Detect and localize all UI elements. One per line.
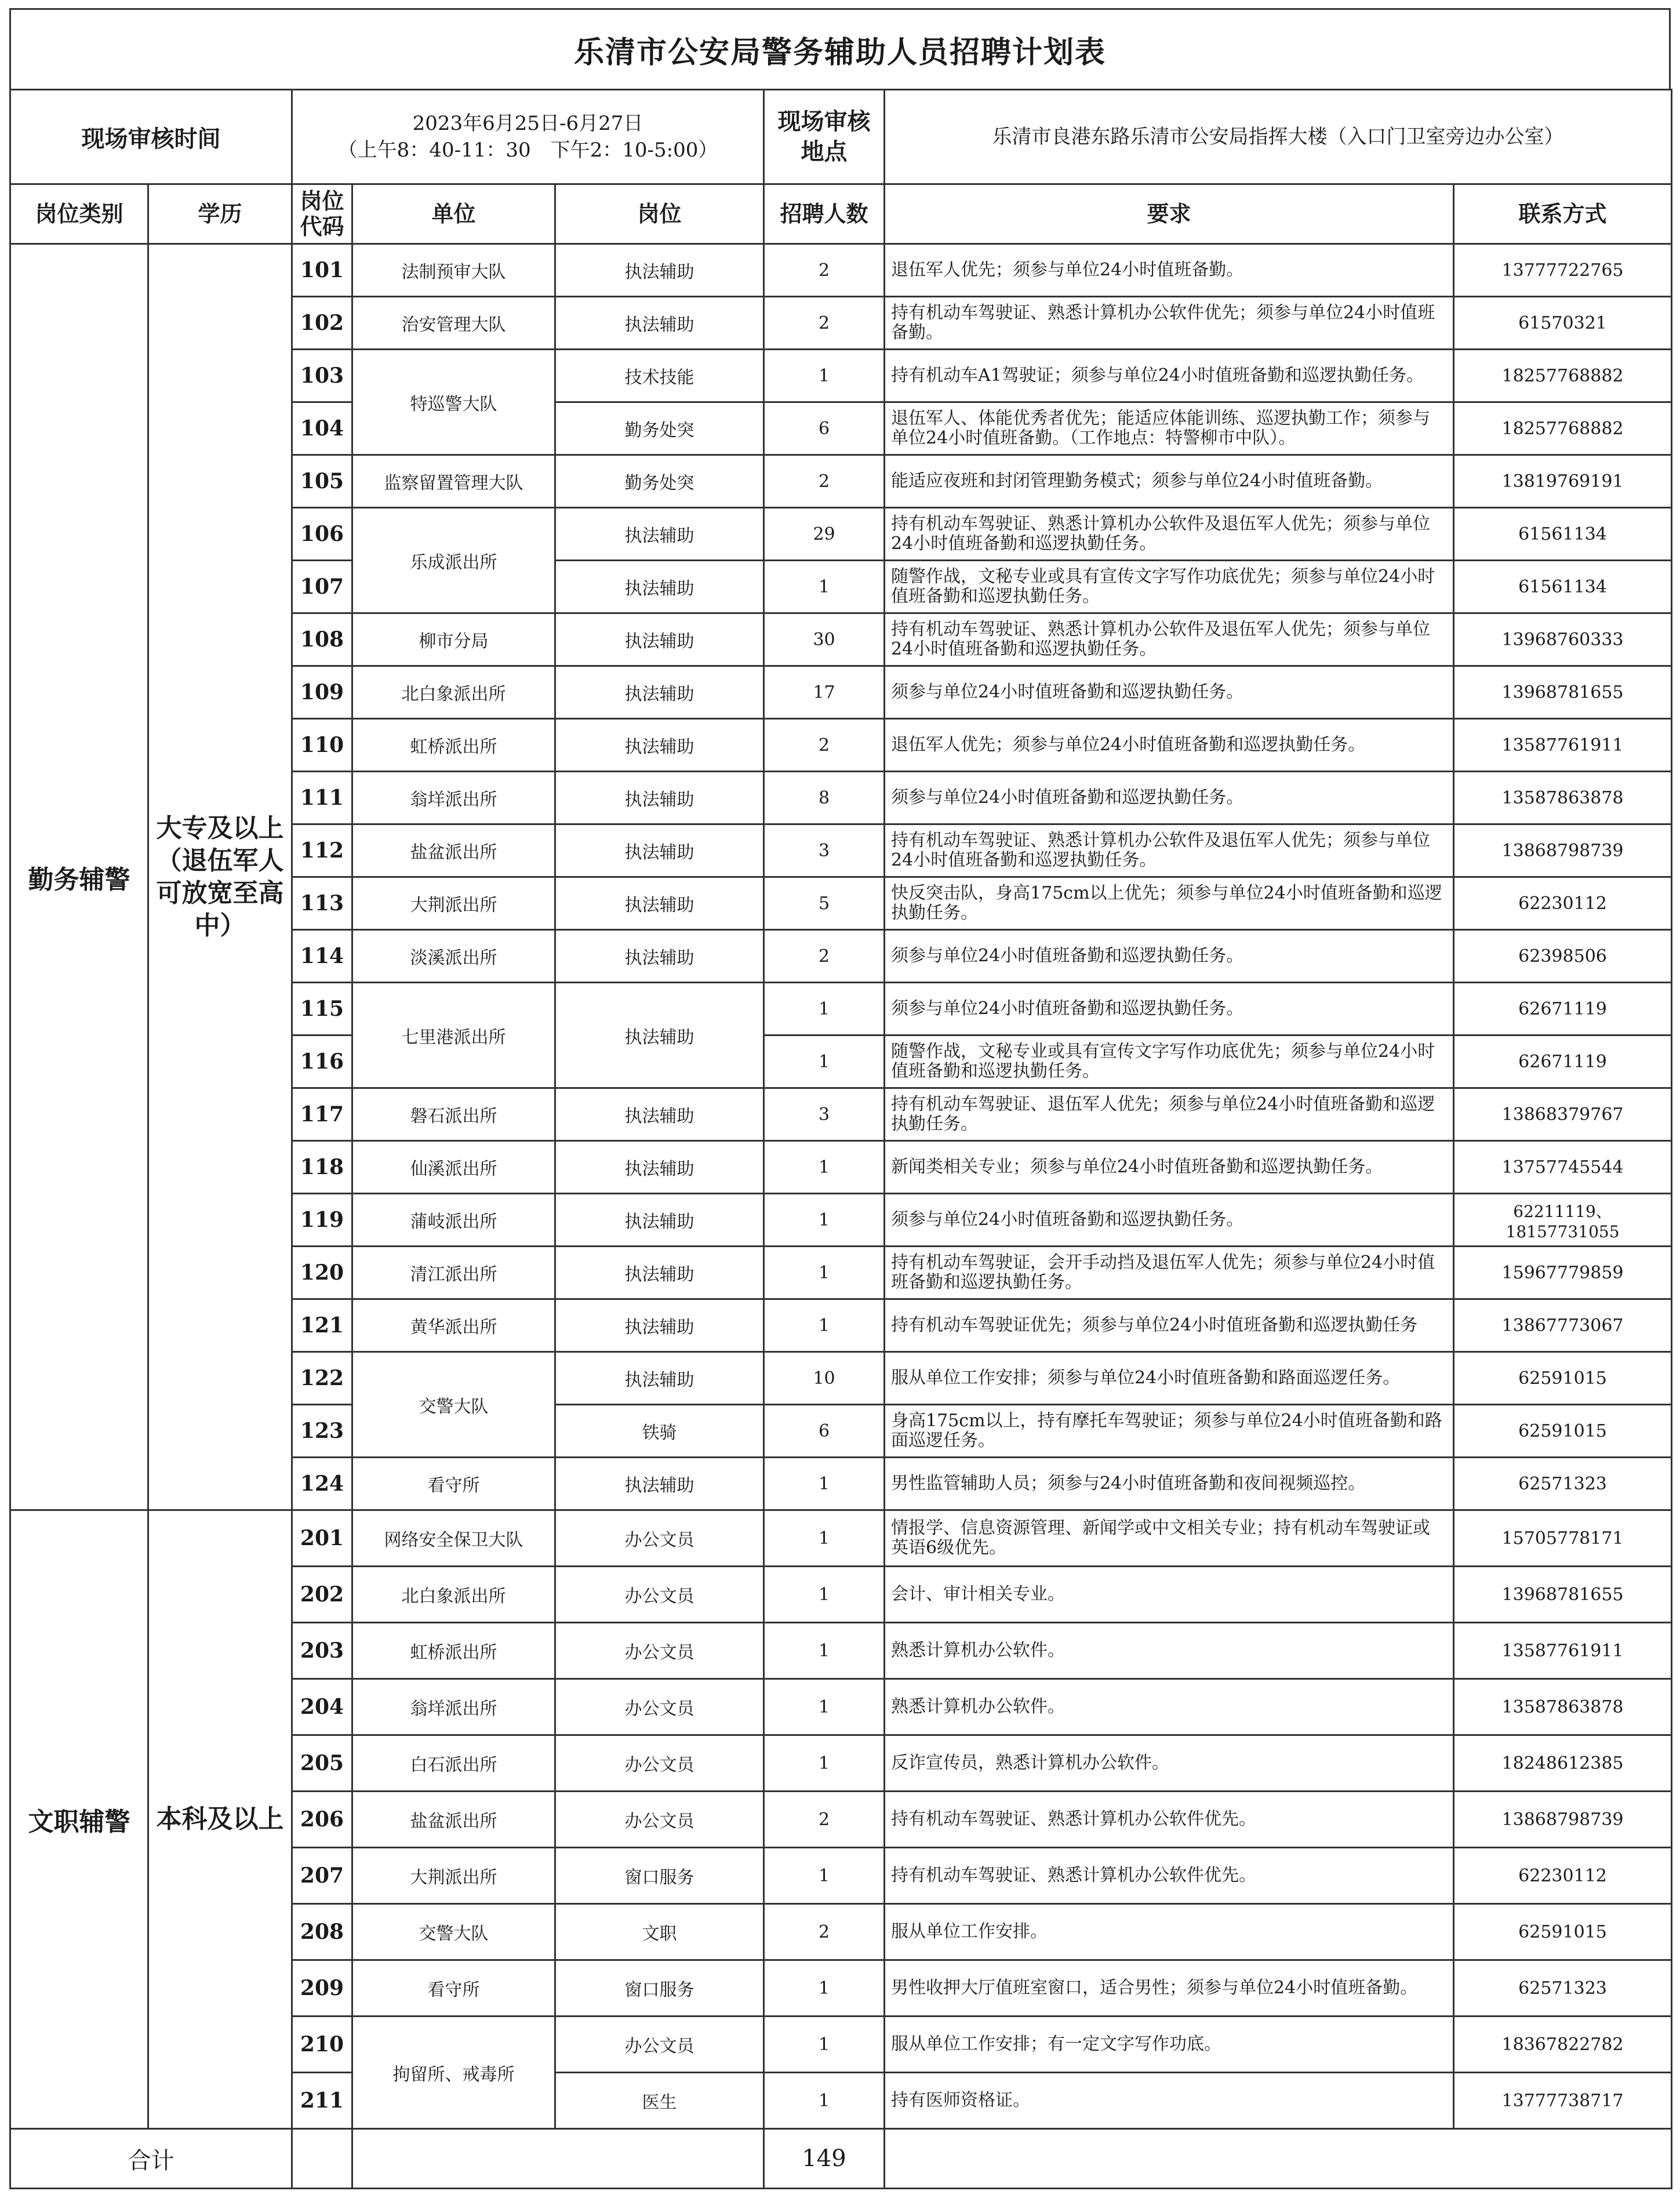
post-cell: 铁骑	[555, 1405, 764, 1458]
code-cell: 112	[292, 824, 352, 877]
requirement-cell: 反诈宣传员，熟悉计算机办公软件。	[885, 1735, 1454, 1792]
post-cell: 勤务处突	[555, 402, 764, 455]
code-cell: 111	[292, 772, 352, 824]
unit-cell: 乐成派出所	[352, 508, 555, 613]
count-cell: 5	[764, 877, 885, 930]
unit-cell: 淡溪派出所	[352, 930, 555, 983]
post-cell: 执法辅助	[555, 772, 764, 824]
requirement-cell: 能适应夜班和封闭管理勤务模式；须参与单位24小时值班备勤。	[885, 455, 1454, 508]
contact-cell: 13968781655	[1454, 1567, 1672, 1623]
review-place-value: 乐清市良港东路乐清市公安局指挥大楼（入口门卫室旁边办公室）	[885, 90, 1672, 184]
column-header-row	[10, 184, 1672, 244]
contact-cell: 13867773067	[1454, 1299, 1672, 1352]
post-cell: 窗口服务	[555, 1960, 764, 2017]
column-header-count: 招聘人数	[764, 184, 885, 244]
requirement-cell: 会计、审计相关专业。	[885, 1567, 1454, 1623]
count-cell: 29	[764, 508, 885, 561]
category-cell: 文职辅警	[10, 1510, 148, 2129]
count-cell: 6	[764, 1405, 885, 1458]
post-cell: 执法辅助	[555, 983, 764, 1088]
total-empty-cell	[292, 2129, 352, 2189]
post-cell: 勤务处突	[555, 455, 764, 508]
code-cell: 121	[292, 1299, 352, 1352]
code-cell: 106	[292, 508, 352, 561]
total-row	[10, 2129, 1672, 2189]
review-date: 2023年6月25日-6月27日	[412, 112, 643, 135]
count-cell: 2	[764, 1904, 885, 1960]
count-cell: 1	[764, 1247, 885, 1299]
count-cell: 2	[764, 1792, 885, 1848]
code-cell: 117	[292, 1088, 352, 1141]
requirement-cell: 退伍军人优先；须参与单位24小时值班备勤。	[885, 244, 1454, 297]
contact-cell: 18257768882	[1454, 402, 1672, 455]
count-cell: 2	[764, 930, 885, 983]
code-cell: 206	[292, 1792, 352, 1848]
recruitment-table-frame	[9, 8, 1671, 2189]
count-cell: 6	[764, 402, 885, 455]
requirement-cell: 须参与单位24小时值班备勤和巡逻执勤任务。	[885, 983, 1454, 1036]
count-cell: 1	[764, 1036, 885, 1088]
code-cell: 108	[292, 613, 352, 666]
contact-cell: 13587761911	[1454, 1623, 1672, 1679]
code-cell: 209	[292, 1960, 352, 2017]
education-cell: 本科及以上	[148, 1510, 292, 2129]
column-header-contact: 联系方式	[1454, 184, 1672, 244]
code-cell: 207	[292, 1848, 352, 1904]
unit-cell: 白石派出所	[352, 1735, 555, 1792]
requirement-cell: 持有机动车驾驶证优先；须参与单位24小时值班备勤和巡逻执勤任务	[885, 1299, 1454, 1352]
count-cell: 1	[764, 1623, 885, 1679]
code-cell: 204	[292, 1679, 352, 1735]
post-cell: 执法辅助	[555, 877, 764, 930]
post-cell: 文职	[555, 1904, 764, 1960]
count-cell: 2	[764, 719, 885, 772]
requirement-cell: 服从单位工作安排；须参与单位24小时值班备勤和路面巡逻任务。	[885, 1352, 1454, 1405]
unit-cell: 北白象派出所	[352, 666, 555, 719]
unit-cell: 特巡警大队	[352, 350, 555, 455]
requirement-cell: 男性收押大厅值班室窗口，适合男性；须参与单位24小时值班备勤。	[885, 1960, 1454, 2017]
contact-cell: 15967779859	[1454, 1247, 1672, 1299]
unit-cell: 交警大队	[352, 1352, 555, 1458]
recruitment-table	[9, 89, 1672, 2189]
unit-cell: 看守所	[352, 1458, 555, 1510]
code-cell: 211	[292, 2073, 352, 2129]
post-cell: 执法辅助	[555, 666, 764, 719]
code-cell: 123	[292, 1405, 352, 1458]
table-row	[10, 1510, 1672, 1567]
contact-cell: 18248612385	[1454, 1735, 1672, 1792]
contact-cell: 13777738717	[1454, 2073, 1672, 2129]
contact-cell: 13968781655	[1454, 666, 1672, 719]
contact-cell: 61561134	[1454, 508, 1672, 561]
contact-cell: 62671119	[1454, 983, 1672, 1036]
requirement-cell: 熟悉计算机办公软件。	[885, 1679, 1454, 1735]
page-title: 乐清市公安局警务辅助人员招聘计划表	[9, 8, 1671, 89]
code-cell: 115	[292, 983, 352, 1036]
requirement-cell: 持有机动车驾驶证、熟悉计算机办公软件优先；须参与单位24小时值班备勤。	[885, 297, 1454, 350]
contact-cell: 62230112	[1454, 1848, 1672, 1904]
post-cell: 医生	[555, 2073, 764, 2129]
post-cell: 执法辅助	[555, 1141, 764, 1194]
contact-cell: 61561134	[1454, 561, 1672, 613]
contact-cell: 61570321	[1454, 297, 1672, 350]
count-cell: 3	[764, 1088, 885, 1141]
code-cell: 103	[292, 350, 352, 402]
unit-cell: 柳市分局	[352, 613, 555, 666]
code-cell: 210	[292, 2017, 352, 2073]
post-cell: 办公文员	[555, 1510, 764, 1567]
contact-cell: 13587863878	[1454, 1679, 1672, 1735]
requirement-cell: 退伍军人优先；须参与单位24小时值班备勤和巡逻执勤任务。	[885, 719, 1454, 772]
requirement-cell: 退伍军人、体能优秀者优先；能适应体能训练、巡逻执勤工作；须参与单位24小时值班备勤。（工作地点：特警柳市中队）。	[885, 402, 1454, 455]
unit-cell: 看守所	[352, 1960, 555, 2017]
education-cell: 大专及以上（退伍军人可放宽至高中）	[148, 244, 292, 1510]
unit-cell: 交警大队	[352, 1904, 555, 1960]
contact-cell: 62398506	[1454, 930, 1672, 983]
post-cell: 执法辅助	[555, 1247, 764, 1299]
column-header-category: 岗位类别	[10, 184, 148, 244]
post-cell: 办公文员	[555, 1623, 764, 1679]
unit-cell: 七里港派出所	[352, 983, 555, 1088]
unit-cell: 盐盆派出所	[352, 824, 555, 877]
review-place-label: 现场审核地点	[764, 90, 885, 184]
column-header-education: 学历	[148, 184, 292, 244]
requirement-cell: 身高175cm以上，持有摩托车驾驶证；须参与单位24小时值班备勤和路面巡逻任务。	[885, 1405, 1454, 1458]
count-cell: 1	[764, 983, 885, 1036]
unit-cell: 网络安全保卫大队	[352, 1510, 555, 1567]
count-cell: 2	[764, 455, 885, 508]
unit-cell: 拘留所、戒毒所	[352, 2017, 555, 2129]
requirement-cell: 服从单位工作安排。	[885, 1904, 1454, 1960]
code-cell: 114	[292, 930, 352, 983]
column-header-post: 岗位	[555, 184, 764, 244]
post-cell: 执法辅助	[555, 1458, 764, 1510]
contact-cell: 13819769191	[1454, 455, 1672, 508]
post-cell: 窗口服务	[555, 1848, 764, 1904]
review-info-row	[10, 90, 1672, 184]
column-header-requirement: 要求	[885, 184, 1454, 244]
unit-cell: 翁垟派出所	[352, 772, 555, 824]
requirement-cell: 须参与单位24小时值班备勤和巡逻执勤任务。	[885, 772, 1454, 824]
unit-cell: 大荆派出所	[352, 877, 555, 930]
post-cell: 执法辅助	[555, 508, 764, 561]
requirement-cell: 须参与单位24小时值班备勤和巡逻执勤任务。	[885, 930, 1454, 983]
unit-cell: 翁垟派出所	[352, 1679, 555, 1735]
post-cell: 办公文员	[555, 1567, 764, 1623]
post-cell: 执法辅助	[555, 244, 764, 297]
requirement-cell: 快反突击队，身高175cm以上优先；须参与单位24小时值班备勤和巡逻执勤任务。	[885, 877, 1454, 930]
count-cell: 3	[764, 824, 885, 877]
contact-cell: 18257768882	[1454, 350, 1672, 402]
code-cell: 202	[292, 1567, 352, 1623]
contact-cell: 13757745544	[1454, 1141, 1672, 1194]
count-cell: 1	[764, 1679, 885, 1735]
code-cell: 109	[292, 666, 352, 719]
contact-cell: 62671119	[1454, 1036, 1672, 1088]
requirement-cell: 男性监管辅助人员；须参与24小时值班备勤和夜间视频巡控。	[885, 1458, 1454, 1510]
column-header-unit: 单位	[352, 184, 555, 244]
contact-cell: 62211119、18157731055	[1454, 1194, 1672, 1247]
code-cell: 120	[292, 1247, 352, 1299]
post-cell: 执法辅助	[555, 561, 764, 613]
count-cell: 1	[764, 2017, 885, 2073]
contact-cell: 13868798739	[1454, 824, 1672, 877]
contact-cell: 62571323	[1454, 1458, 1672, 1510]
total-empty-cell	[885, 2129, 1672, 2189]
contact-cell: 13587863878	[1454, 772, 1672, 824]
unit-cell: 黄华派出所	[352, 1299, 555, 1352]
total-empty-cell	[352, 2129, 764, 2189]
requirement-cell: 须参与单位24小时值班备勤和巡逻执勤任务。	[885, 666, 1454, 719]
code-cell: 101	[292, 244, 352, 297]
requirement-cell: 熟悉计算机办公软件。	[885, 1623, 1454, 1679]
unit-cell: 法制预审大队	[352, 244, 555, 297]
requirement-cell: 持有医师资格证。	[885, 2073, 1454, 2129]
total-label: 合计	[10, 2129, 292, 2189]
contact-cell: 62230112	[1454, 877, 1672, 930]
unit-cell: 北白象派出所	[352, 1567, 555, 1623]
review-time-value	[292, 90, 764, 184]
contact-cell: 13968760333	[1454, 613, 1672, 666]
contact-cell: 62571323	[1454, 1960, 1672, 2017]
requirement-cell: 持有机动车驾驶证，会开手动挡及退伍军人优先；须参与单位24小时值班备勤和巡逻执勤任务。	[885, 1247, 1454, 1299]
count-cell: 30	[764, 613, 885, 666]
unit-cell: 监察留置管理大队	[352, 455, 555, 508]
review-time-label: 现场审核时间	[10, 90, 292, 184]
contact-cell: 13777722765	[1454, 244, 1672, 297]
code-cell: 107	[292, 561, 352, 613]
count-cell: 1	[764, 561, 885, 613]
count-cell: 1	[764, 1848, 885, 1904]
post-cell: 执法辅助	[555, 719, 764, 772]
post-cell: 办公文员	[555, 2017, 764, 2073]
count-cell: 1	[764, 1960, 885, 2017]
unit-cell: 虹桥派出所	[352, 719, 555, 772]
contact-cell: 13868379767	[1454, 1088, 1672, 1141]
requirement-cell: 持有机动车驾驶证、熟悉计算机办公软件优先。	[885, 1848, 1454, 1904]
code-cell: 104	[292, 402, 352, 455]
unit-cell: 清江派出所	[352, 1247, 555, 1299]
requirement-cell: 持有机动车驾驶证、熟悉计算机办公软件及退伍军人优先；须参与单位24小时值班备勤和巡逻执勤任务。	[885, 613, 1454, 666]
unit-cell: 大荆派出所	[352, 1848, 555, 1904]
code-cell: 105	[292, 455, 352, 508]
requirement-cell: 随警作战，文秘专业或具有宣传文字写作功底优先；须参与单位24小时值班备勤和巡逻执勤任务。	[885, 561, 1454, 613]
requirement-cell: 持有机动车驾驶证、熟悉计算机办公软件及退伍军人优先；须参与单位24小时值班备勤和巡逻执勤任务。	[885, 824, 1454, 877]
code-cell: 113	[292, 877, 352, 930]
unit-cell: 盐盆派出所	[352, 1792, 555, 1848]
code-cell: 110	[292, 719, 352, 772]
contact-cell: 15705778171	[1454, 1510, 1672, 1567]
post-cell: 办公文员	[555, 1792, 764, 1848]
count-cell: 1	[764, 1299, 885, 1352]
count-cell: 1	[764, 1194, 885, 1247]
requirement-cell: 随警作战，文秘专业或具有宣传文字写作功底优先；须参与单位24小时值班备勤和巡逻执勤任务。	[885, 1036, 1454, 1088]
contact-cell: 62591015	[1454, 1904, 1672, 1960]
count-cell: 17	[764, 666, 885, 719]
count-cell: 1	[764, 2073, 885, 2129]
post-cell: 执法辅助	[555, 613, 764, 666]
requirement-cell: 新闻类相关专业；须参与单位24小时值班备勤和巡逻执勤任务。	[885, 1141, 1454, 1194]
count-cell: 1	[764, 1458, 885, 1510]
contact-cell: 62591015	[1454, 1405, 1672, 1458]
requirement-cell: 持有机动车驾驶证、熟悉计算机办公软件及退伍军人优先；须参与单位24小时值班备勤和巡逻执勤任务。	[885, 508, 1454, 561]
requirement-cell: 须参与单位24小时值班备勤和巡逻执勤任务。	[885, 1194, 1454, 1247]
count-cell: 1	[764, 1735, 885, 1792]
count-cell: 1	[764, 350, 885, 402]
code-cell: 119	[292, 1194, 352, 1247]
category-cell: 勤务辅警	[10, 244, 148, 1510]
unit-cell: 磐石派出所	[352, 1088, 555, 1141]
unit-cell: 虹桥派出所	[352, 1623, 555, 1679]
code-cell: 102	[292, 297, 352, 350]
requirement-cell: 服从单位工作安排；有一定文字写作功底。	[885, 2017, 1454, 2073]
code-cell: 124	[292, 1458, 352, 1510]
count-cell: 2	[764, 297, 885, 350]
total-value: 149	[764, 2129, 885, 2189]
post-cell: 执法辅助	[555, 1194, 764, 1247]
count-cell: 10	[764, 1352, 885, 1405]
column-header-code: 岗位代码	[292, 184, 352, 244]
post-cell: 执法辅助	[555, 1352, 764, 1405]
post-cell: 执法辅助	[555, 1299, 764, 1352]
post-cell: 执法辅助	[555, 297, 764, 350]
contact-cell: 62591015	[1454, 1352, 1672, 1405]
code-cell: 208	[292, 1904, 352, 1960]
code-cell: 116	[292, 1036, 352, 1088]
post-cell: 执法辅助	[555, 930, 764, 983]
count-cell: 8	[764, 772, 885, 824]
contact-cell: 18367822782	[1454, 2017, 1672, 2073]
post-cell: 技术技能	[555, 350, 764, 402]
count-cell: 1	[764, 1510, 885, 1567]
post-cell: 办公文员	[555, 1735, 764, 1792]
code-cell: 205	[292, 1735, 352, 1792]
table-row	[10, 244, 1672, 297]
code-cell: 201	[292, 1510, 352, 1567]
post-cell: 执法辅助	[555, 1088, 764, 1141]
contact-cell: 13587761911	[1454, 719, 1672, 772]
unit-cell: 蒲岐派出所	[352, 1194, 555, 1247]
code-cell: 122	[292, 1352, 352, 1405]
post-cell: 执法辅助	[555, 824, 764, 877]
count-cell: 1	[764, 1141, 885, 1194]
contact-cell: 13868798739	[1454, 1792, 1672, 1848]
review-hours: （上午8：40-11：30 下午2：10-5:00）	[337, 139, 718, 162]
post-cell: 办公文员	[555, 1679, 764, 1735]
requirement-cell: 持有机动车驾驶证、退伍军人优先；须参与单位24小时值班备勤和巡逻执勤任务。	[885, 1088, 1454, 1141]
code-cell: 118	[292, 1141, 352, 1194]
requirement-cell: 情报学、信息资源管理、新闻学或中文相关专业；持有机动车驾驶证或英语6级优先。	[885, 1510, 1454, 1567]
code-cell: 203	[292, 1623, 352, 1679]
requirement-cell: 持有机动车A1驾驶证；须参与单位24小时值班备勤和巡逻执勤任务。	[885, 350, 1454, 402]
unit-cell: 仙溪派出所	[352, 1141, 555, 1194]
count-cell: 2	[764, 244, 885, 297]
count-cell: 1	[764, 1567, 885, 1623]
requirement-cell: 持有机动车驾驶证、熟悉计算机办公软件优先。	[885, 1792, 1454, 1848]
unit-cell: 治安管理大队	[352, 297, 555, 350]
